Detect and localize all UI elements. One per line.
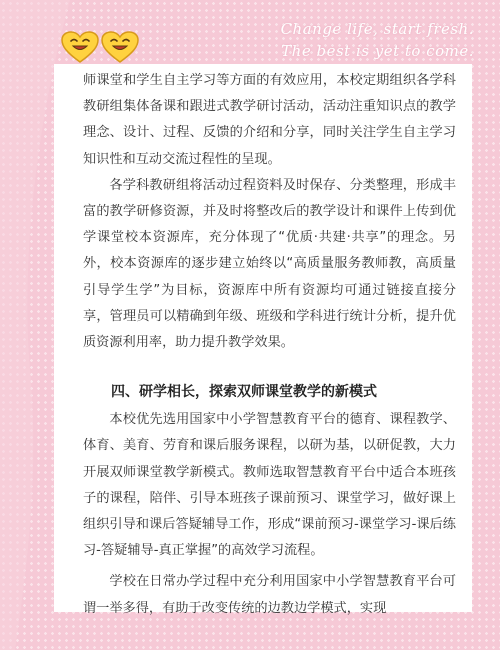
- paragraph-1: 师课堂和学生自主学习等方面的有效应用，本校定期组织各学科教研组集体备课和跟进式教学研讨活动，活动注重知识点的教学理念、设计、过程、反馈的介绍和分享，同时关注学生自主学习知识性和互动交流过程性的呈现。: [83, 73, 456, 167]
- slogan-line-1: Change life, start fresh.: [280, 20, 474, 38]
- paragraph-2: 各学科教研组将活动过程资料及时保存、分类整理，形成丰富的教学研修资源，并及时将整改后的教学设计和课件上传到优学课堂校本资源库，充分体现了“优质·共建·共享”的理念。另外，校本资源库的逐步建立始终以“高质量服务教师教，高质量引导学生学”为目标，资源库中所有资源均可通过链接直接分享，管理员可以精确到年级、班级和学科进行统计分析，提升优质资源利用率，助力提升教学效果。: [83, 177, 456, 351]
- slogan-line-2: The best is yet to come.: [281, 42, 474, 60]
- heart-smiley-icon: [100, 30, 140, 64]
- section-title: 四、研学相长，探索双师课堂教学的新模式: [111, 384, 377, 401]
- section-gap: [83, 356, 456, 367]
- paragraph-3: 本校优先选用国家中小学智慧教育平台的德育、课程教学、体育、美育、劳育和课后服务课程，以研为基，以研促教，大力开展双师课堂教学新模式。教师选取智慧教育平台中适合本班孩子的课程，陪伴、引导本班孩子课前预习、课堂学习，做好课上组织引导和课后答疑辅导工作，形成“课前预习-课堂学习-课后练习-答疑辅导-真正掌握”的高效学习流程。: [83, 412, 456, 559]
- article-body: [83, 68, 456, 622]
- paragraph-4: 学校在日常办学过程中充分利用国家中小学智慧教育平台可谓一举多得，有助于改变传统的边教边学模式，实现: [83, 574, 456, 616]
- heart-smiley-icon: [60, 30, 100, 64]
